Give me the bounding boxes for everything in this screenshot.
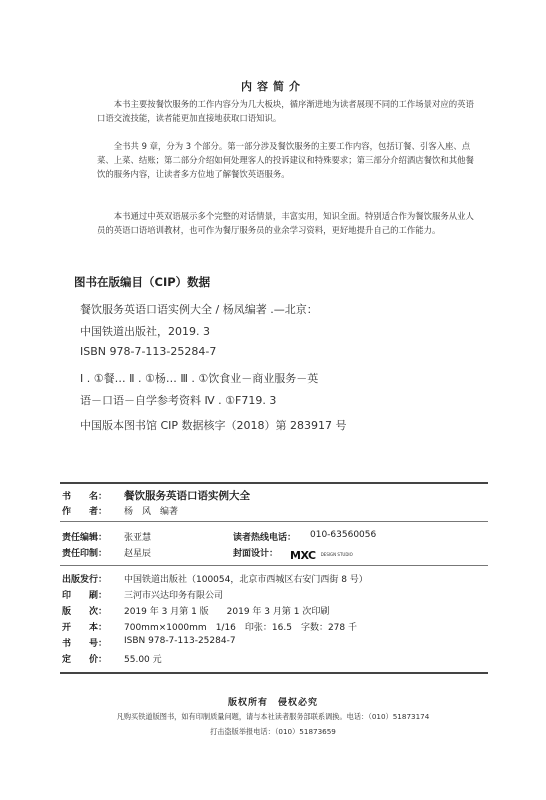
divider bbox=[60, 672, 488, 674]
summary-paragraph-3: 本书通过中英双语展示多个完整的对话情景，丰富实用，知识全面。特别适合作为餐饮服务从业人员的英语口语培训教材，也可作为餐厅服务员的业余学习资料，更好地提升自己的工作能力。 bbox=[97, 211, 474, 235]
pub-value: 三河市兴达印务有限公司 bbox=[124, 591, 224, 601]
pub-label: 版 次： bbox=[62, 607, 108, 617]
pub-value: ISBN 978-7-113-25284-7 bbox=[124, 636, 236, 646]
design-studio-logo: MXC DESIGN STUDIO bbox=[290, 549, 353, 562]
printer-label: 责任印制： bbox=[62, 549, 108, 559]
pub-label: 出版发行： bbox=[62, 575, 108, 585]
copyright-notice: 版权所有 侵权必究 bbox=[227, 698, 318, 708]
quality-notice: 凡购买铁道版图书，如有印制质量问题，请与本社读者服务部联系调换。电话：（010）51873174 bbox=[116, 712, 430, 721]
editor-name: 张亚慧 bbox=[124, 533, 152, 543]
book-author-label: 作 者： bbox=[62, 507, 108, 517]
cip-line: 餐饮服务英语口语实例大全 / 杨凤编著 .—北京： bbox=[80, 303, 318, 316]
pub-value: 中国铁道出版社（100054，北京市西城区右安门西街 8 号） bbox=[124, 575, 368, 585]
summary-paragraph-1: 本书主要按餐饮服务的工作内容分为几大板块，循序渐进地为读者展现不同的工作场景对应的英语口语交流技能，读者能更加直接地获取口语知识。 bbox=[97, 99, 474, 123]
design-label: 封面设计： bbox=[233, 549, 279, 559]
summary-paragraph-2: 全书共 9 章，分为 3 个部分。第一部分涉及餐饮服务的主要工作内容，包括订餐、引客入座、点菜、上菜、结账；第二部分介绍如何处理客人的投诉建议和特殊要求；第三部分介绍酒店餐饮和其他餐饮的服务内容，让读者多方位地了解餐饮英语服务。 bbox=[97, 141, 474, 179]
divider bbox=[60, 565, 488, 566]
cip-title: 图书在版编目（CIP）数据 bbox=[74, 275, 211, 289]
editor-label: 责任编辑： bbox=[62, 533, 108, 543]
pub-label: 定 价： bbox=[62, 655, 108, 665]
pub-value: 55.00 元 bbox=[124, 655, 162, 665]
pub-label: 印 刷： bbox=[62, 591, 108, 601]
hotline-label: 读者热线电话： bbox=[233, 533, 297, 543]
divider bbox=[60, 521, 488, 522]
hotline-number: 010-63560056 bbox=[310, 530, 377, 540]
cip-line: Ⅰ . ①餐… Ⅱ . ①杨… Ⅲ . ①饮食业－商业服务－英 bbox=[80, 372, 319, 385]
cip-line: 中国铁道出版社，2019. 3 bbox=[80, 325, 210, 338]
cip-number-line: 中国版本图书馆 CIP 数据核字（2018）第 283917 号 bbox=[80, 419, 347, 432]
pub-value: 700mm×1000mm 1/16 印张：16.5 字数：278 千 bbox=[124, 623, 357, 633]
cip-line: 语－口语－自学参考资料 Ⅳ . ①F719. 3 bbox=[80, 394, 277, 407]
pub-label: 书 号： bbox=[62, 639, 108, 649]
printer-name: 赵星辰 bbox=[124, 549, 152, 559]
book-title: 餐饮服务英语口语实例大全 bbox=[124, 490, 250, 502]
book-author: 杨 风 编著 bbox=[124, 507, 179, 517]
pub-label: 开 本： bbox=[62, 623, 108, 633]
divider bbox=[60, 482, 488, 484]
pub-value: 2019 年 3 月第 1 版 2019 年 3 月第 1 次印刷 bbox=[124, 607, 330, 617]
anti-piracy-notice: 打击盗版举报电话：（010）51873659 bbox=[210, 727, 336, 736]
summary-title: 内容简介 bbox=[241, 80, 305, 93]
cip-line: ISBN 978-7-113-25284-7 bbox=[80, 345, 217, 358]
book-title-label: 书 名： bbox=[62, 492, 108, 502]
